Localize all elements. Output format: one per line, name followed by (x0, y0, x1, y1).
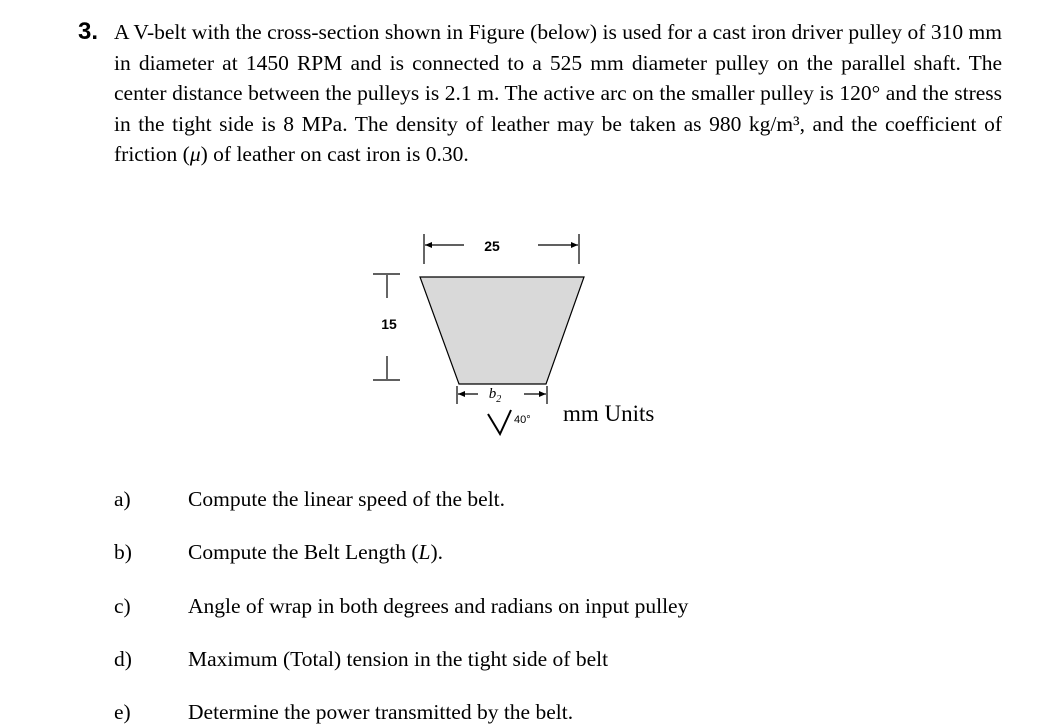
problem-text-body: A V-belt with the cross-section shown in Figure (below) is used for a cast iron driver pulley of 310 mm in diameter at 1450 RPM and is connected to a 525 mm diameter pulley on the parallel shaft. The center distance between the pulleys is 2.1 m. The active arc on the smaller pulley is 120° and the stress in the tight side is 8 MPa. The density of leather may be taken as 980 kg/m³, and the coefficient of friction ( (114, 20, 1002, 166)
question-text: Angle of wrap in both degrees and radians on input pulley (188, 594, 689, 618)
question-text: Maximum (Total) tension in the tight side of belt (188, 647, 609, 671)
question-label: e) (114, 700, 131, 724)
b-subscript: 2 (496, 394, 502, 405)
bottom-width-label (489, 386, 502, 405)
question-text (188, 537, 443, 567)
question-a (0, 484, 1062, 514)
length-symbol: L (418, 540, 431, 564)
question-label: b) (114, 540, 132, 564)
question-label: c) (114, 594, 131, 618)
v-belt-cross-section-figure (360, 228, 680, 458)
problem-number: 3. (78, 18, 99, 45)
problem-text (114, 17, 1002, 170)
top-width-label: 25 (484, 238, 500, 254)
question-label: d) (114, 647, 132, 671)
question-text: Determine the power transmitted by the belt. (188, 700, 574, 724)
b-letter: b (488, 386, 497, 402)
question-text-end: ). (430, 540, 444, 564)
angle-label: 40° (514, 414, 531, 426)
question-text-start: Compute the Belt Length ( (188, 540, 419, 564)
height-label: 15 (381, 316, 397, 332)
question-b (0, 537, 1062, 567)
problem-text-end: ) of leather on cast iron is 0.30. (200, 142, 469, 166)
question-d (0, 644, 1062, 674)
units-label: mm Units (563, 401, 655, 426)
angle-v-symbol (488, 410, 511, 434)
mu-symbol: μ (189, 142, 201, 166)
question-e (0, 697, 1062, 727)
belt-cross-section (420, 277, 584, 384)
question-text: Compute the linear speed of the belt. (188, 487, 506, 511)
question-c (0, 591, 1062, 621)
v-belt-diagram (360, 228, 680, 458)
question-label: a) (114, 487, 131, 511)
